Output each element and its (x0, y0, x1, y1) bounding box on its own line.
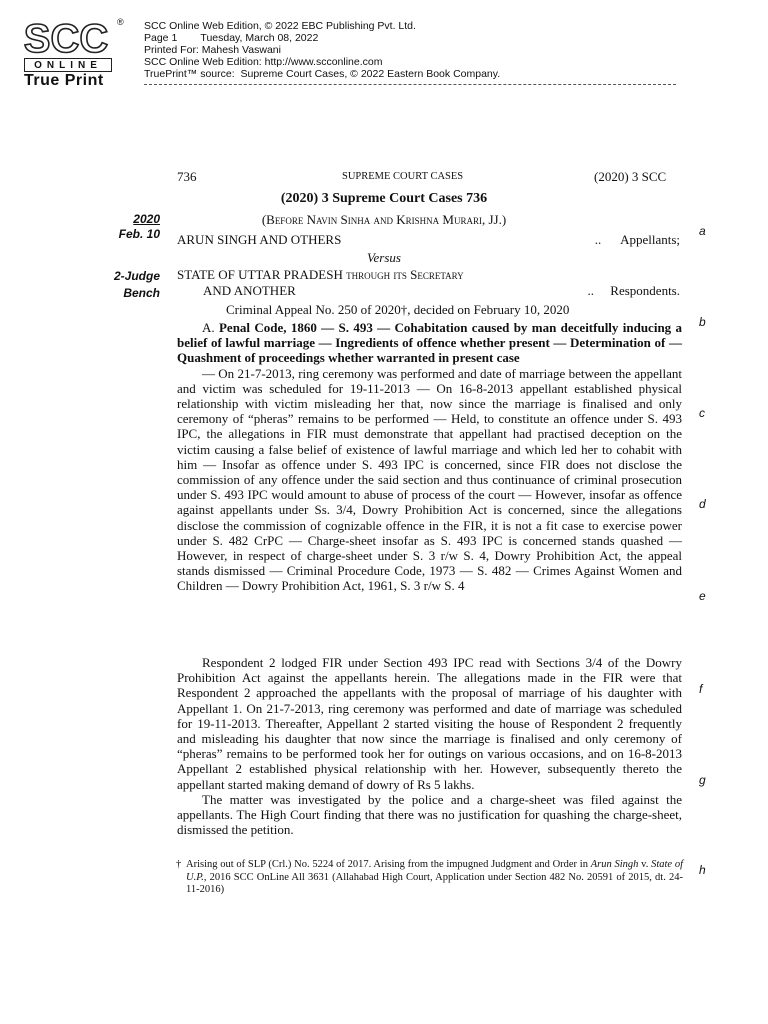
footnote-text-2: v. (638, 859, 652, 870)
margin-letter-g: g (699, 773, 706, 787)
appellants-role: .. Appellants; (594, 232, 680, 247)
footnote-state: State of U.P. (186, 859, 683, 883)
respondent-line-2: AND ANOTHER (203, 283, 296, 298)
headnote-prefix: A. (202, 320, 219, 335)
bench-line: (Before Navin Sinha and Krishna Murari, JJ.) (261, 212, 507, 227)
footnote-text-1: Arising out of SLP (Crl.) No. 5224 of 2017. Arising from the impugned Judgment and Order in (186, 859, 591, 870)
appellants-name: ARUN SINGH AND OTHERS (177, 232, 342, 247)
header-line-3: Printed For: Mahesh Vaswani (144, 44, 281, 56)
respondents-role: .. Respondents. (587, 283, 680, 298)
side-bench-2: Bench (123, 286, 160, 300)
body-paragraphs (177, 655, 682, 837)
logo-true-print: True Print (24, 72, 104, 89)
footnote-mark: † (176, 859, 182, 870)
headnote-bold: Penal Code, 1860 — S. 493 — Cohabitation caused by man deceitfully inducing a belief of lawful marriage — Ingredients of offence whether present — Determination of — Quashment of proceedings whether warranted in present case (177, 320, 683, 366)
header-line-1: SCC Online Web Edition, © 2022 EBC Publishing Pvt. Ltd. (144, 20, 416, 32)
page-number: 736 (177, 169, 197, 184)
margin-letter-a: a (699, 224, 706, 238)
header-line-2: Page 1 Tuesday, March 08, 2022 (144, 32, 319, 44)
case-title: (2020) 3 Supreme Court Cases 736 (280, 191, 488, 206)
respondent-name: STATE OF UTTAR PRADESH (177, 267, 347, 282)
respondent-line-1 (177, 267, 464, 283)
margin-letter-e: e (699, 589, 706, 603)
registered-mark: ® (117, 17, 124, 27)
margin-letter-f: f (699, 682, 703, 696)
paragraph-2: The matter was investigated by the police and a charge-sheet was filed against the appellants. The High Court finding that there was no justification for quashing the charge-sheet, dismissed the petition. (177, 791, 682, 838)
logo-online-box: ONLINE (24, 58, 112, 72)
side-bench-1: 2-Judge (113, 269, 160, 283)
header-divider (144, 84, 676, 85)
side-date: Feb. 10 (118, 227, 160, 241)
footnote-case: Arun Singh (590, 859, 639, 870)
versus: Versus (367, 250, 401, 265)
running-head-center: SUPREME COURT CASES (342, 171, 464, 182)
paragraph-1: Respondent 2 lodged FIR under Section 493 IPC read with Sections 3/4 of the Dowry Prohibition Act against the appellants herein. The allegations made in the FIR were that Respondent 2 approached the appellants with the proposal of marriage of his daughter with Appellant 1. On 21-7-2013, ring ceremony was performed and date of marriage was scheduled for 19-11-2013. Thereafter, Appellant 2 started visiting the house of Respondent 2 frequently and misleading his daughter that now since the marriage is finalised and only ceremony of “pheras” remains to be performed took her for outings on various occasions, and on 16-8-2013 Appellant 2 established physical relationship with her. However, subsequently thereto the appellant started making demand of dowry of Rs 5 lakhs. (177, 655, 682, 792)
footnote (186, 859, 683, 897)
logo-text: SCC (23, 17, 109, 57)
headnote-body: — On 21-7-2013, ring ceremony was performed and date of marriage between the appellant and victim was scheduled for 19-11-2013 — On 16-8-2013 appellant established physical relationship with victim misleading her that, now since the marriage is finalised and only ceremony of “pheras” remains to be performed — Held, to constitute an offence under S. 493 IPC, the allegations in FIR must demonstrate that appellant had practised deception on the victim causing a false belief of existence of lawful marriage and which led her to cohabit with him — Insofar as offence under S. 493 IPC is concerned, since FIR does not disclose the commission of any offence under the said section and thus continuance of criminal prosecution under S. 493 IPC would amount to abuse of process of the court — However, insofar as offence against appellants under Ss. 3/4, Dowry Prohibition Act is concerned, since the allegations disclose the commission of cognizable offence in the FIR, it is not a fit case to exercise power under S. 482 CrPC — Charge-sheet insofar as S. 493 IPC is concerned stands quashed — However, in respect of charge-sheet under S. 3 r/w S. 4, Dowry Prohibition Act, the appeal stands dismissed — Criminal Procedure Code, 1973 — S. 482 — Crimes Against Women and Children — Dowry Prohibition Act, 1961, S. 3 r/w S. 4 (177, 365, 682, 594)
footnote-text-3: , 2016 SCC OnLine All 3631 (Allahabad High Court, Application under Section 482 No. 20591 of 2015, dt. 24-11-2016) (186, 871, 683, 895)
headnote (177, 320, 682, 594)
running-head-right: (2020) 3 SCC (594, 169, 667, 184)
margin-letter-b: b (699, 315, 706, 329)
header-line-4: SCC Online Web Edition: http://www.scconline.com (144, 56, 383, 68)
margin-letter-d: d (699, 497, 706, 511)
scc-logo (18, 17, 114, 57)
margin-letter-c: c (699, 406, 705, 420)
appeal-line: Criminal Appeal No. 250 of 2020†, decided on February 10, 2020 (226, 302, 570, 317)
header-line-5: TruePrint™ source: Supreme Court Cases, © 2022 Eastern Book Company. (144, 68, 501, 80)
respondent-through: through its Secretary (346, 267, 464, 282)
side-year: 2020 (133, 212, 160, 226)
margin-letter-h: h (699, 863, 706, 877)
